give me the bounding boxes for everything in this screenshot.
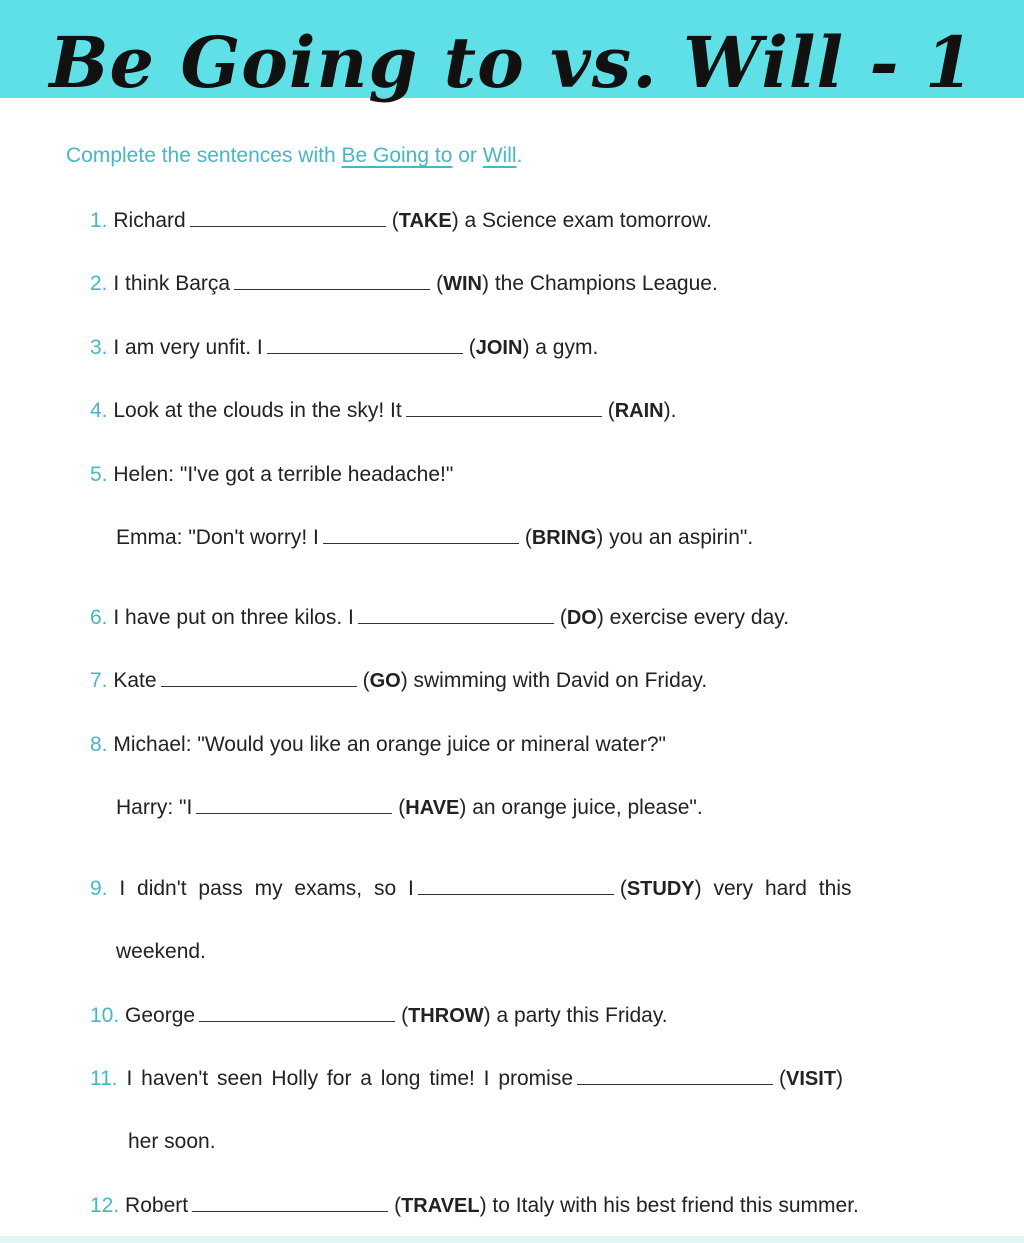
exercise-item-7: 7. Kate (GO) swimming with David on Friday. [90,669,708,692]
exercise-item-11-continued: her soon. [128,1130,216,1153]
exercise-item-10: 10. George (THROW) a party this Friday. [90,1004,668,1027]
answer-blank[interactable] [199,1003,395,1022]
answer-blank[interactable] [190,208,386,227]
exercise-item-1: 1. Richard (TAKE) a Science exam tomorrow. [90,209,712,232]
exercise-item-3: 3. I am very unfit. I (JOIN) a gym. [90,336,599,359]
exercise-item-6: 6. I have put on three kilos. I (DO) exercise every day. [90,606,790,629]
answer-blank[interactable] [406,398,602,417]
answer-blank[interactable] [267,335,463,354]
answer-blank[interactable] [323,525,519,544]
answer-blank[interactable] [358,605,554,624]
answer-blank[interactable] [577,1066,773,1085]
option-will: Will [482,144,517,167]
exercise-item-9-continued: weekend. [116,940,206,963]
answer-blank[interactable] [161,668,357,687]
answer-blank[interactable] [234,271,430,290]
answer-blank[interactable] [196,795,392,814]
answer-blank[interactable] [192,1193,388,1212]
exercise-item-8-reply: Harry: "I (HAVE) an orange juice, please". [116,796,703,819]
exercise-item-12: 12. Robert (TRAVEL) to Italy with his best friend this summer. [90,1194,859,1217]
worksheet-title: Be Going to vs. Will - 1 [49,21,975,104]
exercise-item-5: 5. Helen: "I've got a terrible headache!" [90,463,454,486]
answer-blank[interactable] [418,876,614,895]
bottom-strip [0,1236,1024,1243]
exercise-item-4: 4. Look at the clouds in the sky! It (RAIN). [90,399,677,422]
exercise-item-5-reply: Emma: "Don't worry! I (BRING) you an aspirin". [116,526,754,549]
option-be-going-to: Be Going to [341,144,453,167]
exercise-item-9: 9. I didn't pass my exams, so I (STUDY) very hard this [90,877,852,900]
exercise-item-11: 11. I haven't seen Holly for a long time! I promise (VISIT) [90,1067,844,1090]
exercise-item-8: 8. Michael: "Would you like an orange juice or mineral water?" [90,733,666,756]
instruction-text: Complete the sentences with Be Going to or Will. [66,144,523,167]
exercise-item-2: 2. I think Barça (WIN) the Champions League. [90,272,718,295]
